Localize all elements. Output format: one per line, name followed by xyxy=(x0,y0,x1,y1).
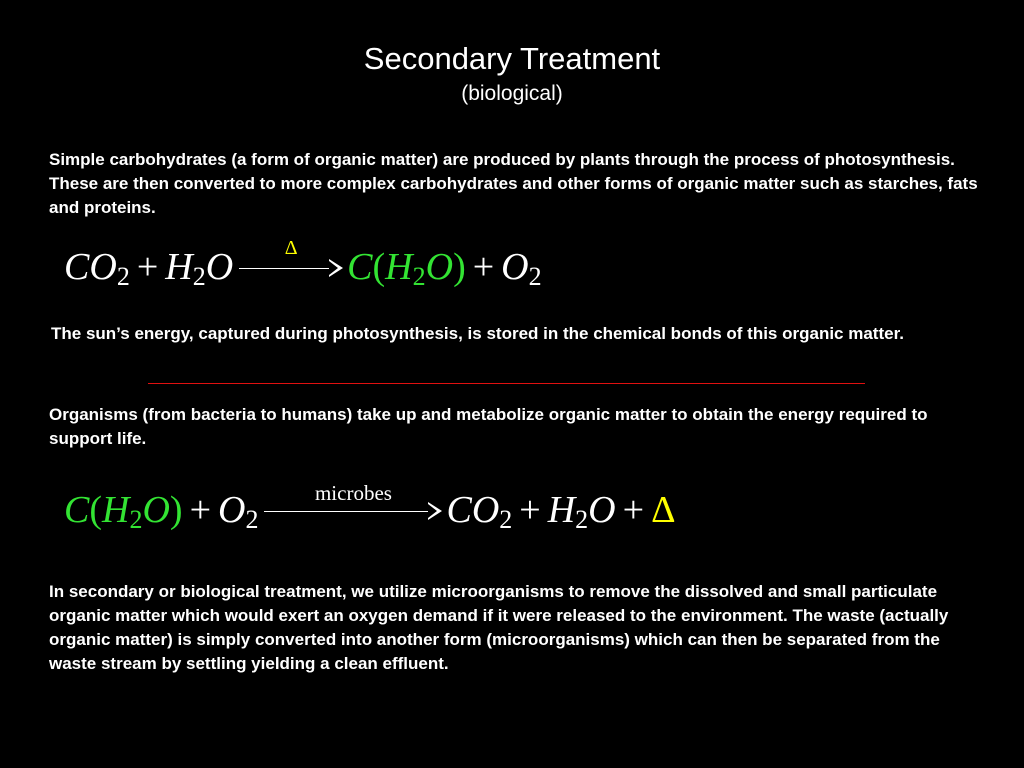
h2o-subscript: 2 xyxy=(192,262,206,291)
product-oxygen: O xyxy=(425,246,454,288)
product-carbon: C xyxy=(347,246,373,288)
sun-energy-paragraph: The sun’s energy, captured during photosynthesis, is stored in the chemical bonds of this organic matter. xyxy=(51,324,904,343)
respiration-equation xyxy=(64,481,676,534)
plus-sign: + xyxy=(519,489,541,531)
right-paren: ) xyxy=(453,246,466,288)
h2o-oxygen: O xyxy=(205,246,234,288)
product-subscript: 2 xyxy=(412,262,426,291)
section-divider xyxy=(148,383,865,384)
biological-treatment-paragraph: In secondary or biological treatment, we utilize microorganisms to remove the dissolved and small particulate organic matter which would exert an oxygen demand if it were released to the environment. The waste (actually organic matter) is simply converted into another form (microorganisms) which can then be separated from the waste stream by settling yielding a clean effluent. xyxy=(49,582,949,673)
organic-matter-product xyxy=(347,246,466,291)
arrow-head-icon xyxy=(329,259,343,277)
co2-oxygen: O xyxy=(471,489,500,531)
organic-matter-reactant xyxy=(64,489,183,534)
left-paren: ( xyxy=(89,489,103,531)
reactant-carbon: C xyxy=(64,489,90,531)
plus-sign: + xyxy=(189,489,212,531)
slide-title: Secondary Treatment xyxy=(363,41,661,76)
co2-oxygen: O xyxy=(89,246,117,288)
photosynthesis-paragraph: Simple carbohydrates (a form of organic matter) are produced by plants through the process of photosynthesis. These are then converted to more complex carbohydrates and other forms of organic matter such as starches, fats and proteins. xyxy=(49,150,978,217)
co2-subscript: 2 xyxy=(499,505,513,534)
energy-delta-icon: Δ xyxy=(651,489,676,531)
photosynthesis-equation xyxy=(64,237,542,291)
slide-subtitle: (biological) xyxy=(461,82,563,105)
plus-sign: + xyxy=(622,489,645,531)
plus-sign: + xyxy=(136,246,159,288)
arrow-shaft xyxy=(264,511,434,512)
o2-oxygen: O xyxy=(218,489,246,531)
energy-delta-label: Δ xyxy=(284,237,298,259)
reaction-arrow xyxy=(264,481,442,530)
microbes-label: microbes xyxy=(314,481,392,505)
co2-carbon: C xyxy=(64,246,90,288)
product-hydrogen: H xyxy=(385,246,413,288)
h2o-hydrogen: H xyxy=(165,246,193,288)
reactant-subscript: 2 xyxy=(129,505,143,534)
o2-subscript: 2 xyxy=(245,505,259,534)
reaction-arrow xyxy=(239,237,343,287)
metabolism-paragraph: Organisms (from bacteria to humans) take up and metabolize organic matter to obtain the energy required to support life. xyxy=(49,405,928,448)
left-paren: ( xyxy=(372,246,386,288)
arrow-head-icon xyxy=(428,502,442,520)
co2-carbon: C xyxy=(446,489,472,531)
h2o-subscript: 2 xyxy=(575,505,589,534)
o2-subscript: 2 xyxy=(528,262,542,291)
reactant-hydrogen: H xyxy=(102,489,130,531)
plus-sign: + xyxy=(472,246,495,288)
arrow-shaft xyxy=(239,268,335,269)
o2-oxygen: O xyxy=(501,246,529,288)
co2-subscript: 2 xyxy=(116,262,130,291)
h2o-hydrogen: H xyxy=(547,489,576,531)
h2o-oxygen: O xyxy=(588,489,616,531)
reactant-oxygen: O xyxy=(142,489,170,531)
right-paren: ) xyxy=(169,489,183,531)
